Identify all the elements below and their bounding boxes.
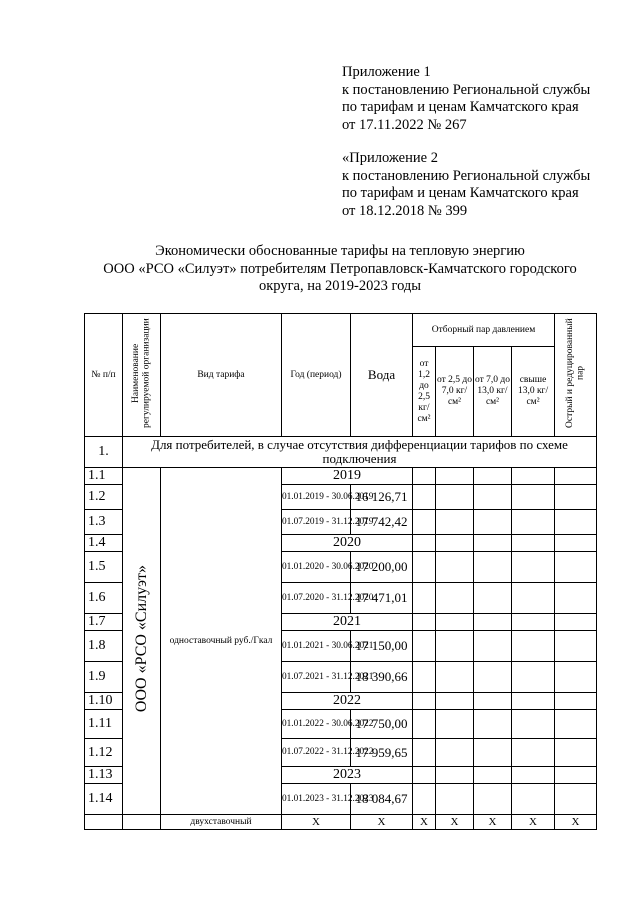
water-price: 17 471,01 xyxy=(351,583,413,614)
title-line: ООО «РСО «Силуэт» потребителям Петропавловск-Камчатского городского xyxy=(103,260,577,277)
annex-2-line: «Приложение 2 xyxy=(342,150,438,166)
water-price: 16 126,71 xyxy=(351,485,413,510)
document-title xyxy=(40,243,640,296)
table-row xyxy=(85,468,597,485)
header-tariff-type: Вид тарифа xyxy=(161,314,282,437)
annex-1-line: от 17.11.2022 № 267 xyxy=(342,116,467,133)
section-title: Для потребителей, в случае отсутствия дифференциации тарифов по схеме подключения xyxy=(123,437,597,468)
x-mark: X xyxy=(436,815,474,830)
x-mark: X xyxy=(512,815,555,830)
header-year: Год (период) xyxy=(282,314,351,437)
table-row xyxy=(85,815,597,830)
row-num: 1.3 xyxy=(85,510,123,535)
title-line: Экономически обоснованные тарифы на тепловую энергию xyxy=(155,243,525,259)
row-num: 1.11 xyxy=(85,710,123,739)
x-mark: X xyxy=(351,815,413,830)
row-num: 1.5 xyxy=(85,552,123,583)
year-label: 2022 xyxy=(282,693,413,710)
header-steam-2: от 2,5 до 7,0 кг/см² xyxy=(436,347,474,437)
x-mark: X xyxy=(413,815,436,830)
annex-2-line: от 18.12.2018 № 399 xyxy=(342,202,468,219)
period: 01.01.2023 - 31.12.2023 xyxy=(282,784,351,815)
row-num: 1.6 xyxy=(85,583,123,614)
section-num: 1. xyxy=(85,437,123,468)
water-price: 18 084,67 xyxy=(351,784,413,815)
annex-1-line: по тарифам и ценам Камчатского края xyxy=(342,99,579,116)
water-price: 18 390,66 xyxy=(351,662,413,693)
row-num: 1.1 xyxy=(85,468,123,485)
row-num: 1.12 xyxy=(85,739,123,767)
header-sharp-steam-text: Острый и редуцированный пар xyxy=(565,317,586,428)
row-num: 1.9 xyxy=(85,662,123,693)
x-mark: X xyxy=(282,815,351,830)
header-org-text: Наименование регулируемой организации xyxy=(131,317,152,428)
annex-1-line: к постановлению Региональной службы xyxy=(342,81,591,98)
two-part-tariff: двухставочный xyxy=(161,815,282,830)
period: 01.01.2019 - 30.06.2019 xyxy=(282,485,351,510)
year-label: 2020 xyxy=(282,535,413,552)
title-line: округа, на 2019-2023 годы xyxy=(258,278,422,295)
header-steam-group: Отборный пар давлением xyxy=(413,314,555,347)
header-steam-1: от 1,2 до 2,5 кг/см² xyxy=(413,347,436,437)
row-num: 1.2 xyxy=(85,485,123,510)
header-steam-4: свыше 13,0 кг/см² xyxy=(512,347,555,437)
water-price: 17 742,42 xyxy=(351,510,413,535)
period: 01.07.2020 - 31.12.2020 xyxy=(282,583,351,614)
org-name: ООО «РСО «Силуэт» xyxy=(132,564,150,713)
row-num: 1.14 xyxy=(85,784,123,815)
row-num: 1.13 xyxy=(85,767,123,784)
period: 01.07.2022 - 31.12.2022 xyxy=(282,739,351,767)
period: 01.01.2020 - 30.06.2020 xyxy=(282,552,351,583)
tariff-table xyxy=(84,313,597,830)
period: 01.01.2022 - 30.06.2022 xyxy=(282,710,351,739)
period: 01.07.2019 - 31.12.2019 xyxy=(282,510,351,535)
water-price: 17 750,00 xyxy=(351,710,413,739)
period: 01.07.2021 - 31.12.2021 xyxy=(282,662,351,693)
water-price: 17 150,00 xyxy=(351,631,413,662)
header-num: № п/п xyxy=(85,314,123,437)
year-label: 2023 xyxy=(282,767,413,784)
header-water: Вода xyxy=(351,314,413,437)
water-price: 17 959,65 xyxy=(351,739,413,767)
annex-2-line: по тарифам и ценам Камчатского края xyxy=(342,185,579,202)
annex-1-line: Приложение 1 xyxy=(342,64,431,80)
one-part-tariff: одноставочный руб./Гкал xyxy=(161,468,282,815)
row-num: 1.4 xyxy=(85,535,123,552)
annex-1-header xyxy=(342,64,590,134)
row-num: 1.8 xyxy=(85,631,123,662)
annex-2-line: к постановлению Региональной службы xyxy=(342,167,591,184)
year-label: 2021 xyxy=(282,614,413,631)
row-num: 1.10 xyxy=(85,693,123,710)
water-price: 17 200,00 xyxy=(351,552,413,583)
org-name-cell xyxy=(123,468,161,815)
annex-2-header xyxy=(342,150,590,220)
x-mark: X xyxy=(555,815,597,830)
row-num: 1.7 xyxy=(85,614,123,631)
header-org xyxy=(123,314,161,437)
header-steam-3: от 7,0 до 13,0 кг/см² xyxy=(474,347,512,437)
year-label: 2019 xyxy=(282,468,413,485)
header-sharp-steam xyxy=(555,314,597,437)
x-mark: X xyxy=(474,815,512,830)
period: 01.01.2021 - 30.06.2021 xyxy=(282,631,351,662)
